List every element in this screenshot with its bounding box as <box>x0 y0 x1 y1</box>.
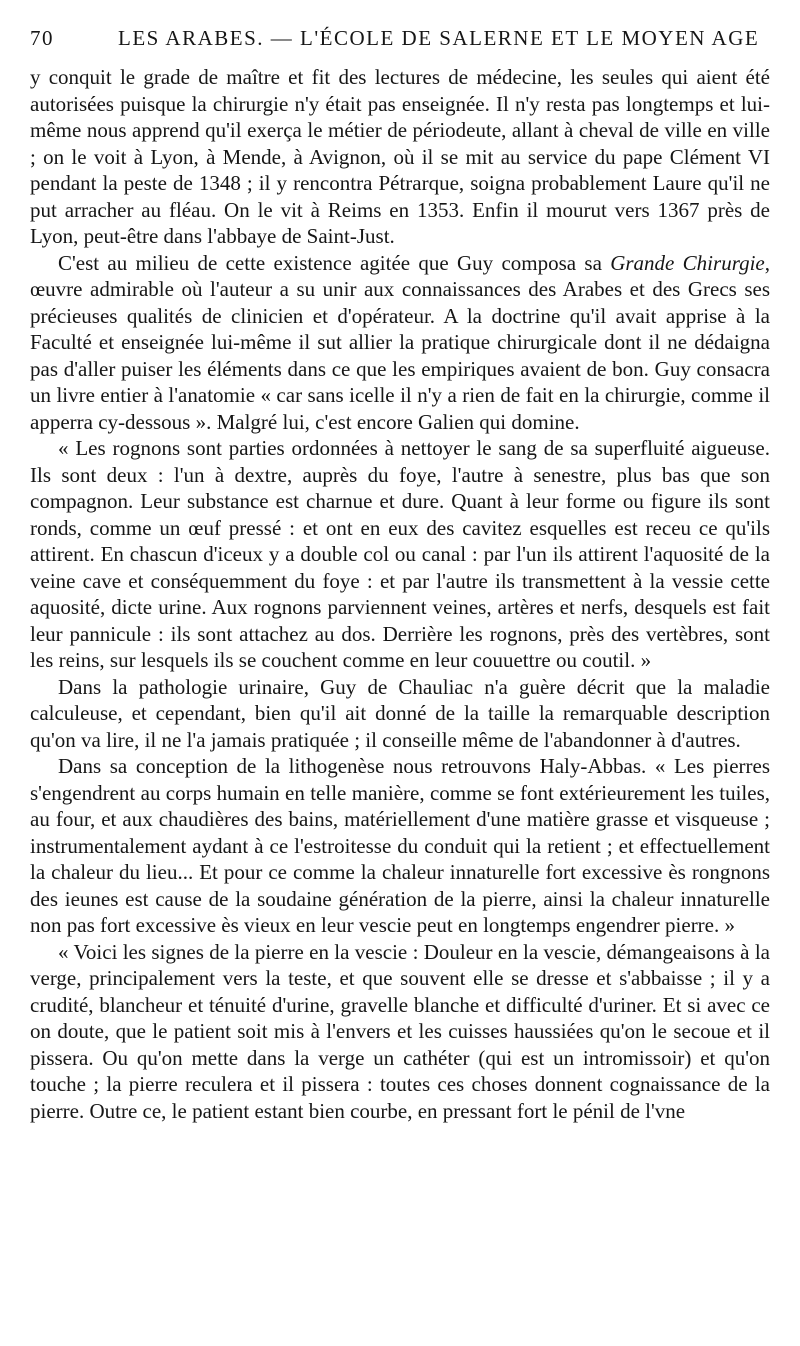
paragraph-5: Dans sa conception de la lithogenèse nous retrouvons Haly-Abbas. « Les pierres s'engendrent au corps humain en telle manière, comme se font extérieurement les tuiles, au four, et aux chaudières des bains, matériellement d'une matière grasse et visqueuse ; instrumentalement aydant à ce l'estroitesse du conduit qui la retient ; et effectuellement la chaleur du lieu... Et pour ce comme la chaleur innaturelle fort excessive ès rongnons des ieunes est cause de la soudaine génération de la pierre, ainsi la chaleur innaturelle non pas fort excessive ès vieux en leur vescie peut en longtemps engendrer pierre. » <box>30 754 770 937</box>
paragraph-2-text-after: , œuvre admirable où l'auteur a su unir aux connaissances des Arabes et des Grecs ses précieuses qualités de clinicien et d'opérateur. A la doctrine qu'il avait apprise à la Faculté et enseignée lui-même il sut allier la pratique chirurgicale dont il ne dédaigna pas d'aller puiser les éléments dans ce que les empiriques avaient de bon. Guy consacra un livre entier à l'anatomie « car sans icelle il n'y a rien de fait en la chirurgie, comme il apperra cy-dessous ». Malgré lui, c'est encore Galien qui domine. <box>30 250 770 434</box>
book-title-grande-chirurgie: Grande Chirurgie <box>610 250 765 275</box>
paragraph-2 <box>30 250 770 436</box>
paragraph-3-quote-rognons: « Les rognons sont parties ordonnées à nettoyer le sang de sa superfluité aigueuse. Ils sont deux : l'un à dextre, auprès du foye, l'autre à senestre, plus bas que son compagnon. Leur substance est charnue et dure. Quant à leur forme ou figure ils sont ronds, comme un œuf pressé : et ont en eux des cavitez esquelles est receu ce qu'ils attirent. En chascun d'iceux y a double col ou canal : par l'un ils attirent l'aquosité de la veine cave et conséquemment du foye : et par l'autre ils transmettent à la vessie cette aquosité, dicte urine. Aux rognons parviennent veines, artères et nerfs, desquels est fait leur pannicule : ils sont attachez au dos. Derrière les rognons, près des vertèbres, sont les reins, sur lesquels ils se couchent comme en leur couuettre ou coutil. » <box>30 436 770 672</box>
paragraph-6-quote-signes: « Voici les signes de la pierre en la vescie : Douleur en la vescie, démangeaisons à la verge, principalement vers la teste, et que souvent elle se dresse et s'abbaisse ; il y a crudité, blancheur et ténuité d'urine, gravelle blanche et difficulté d'uriner. Et si avec ce on doute, que le patient soit mis à l'envers et les cuisses haussiées qu'on le secoue et il pissera. Ou qu'on mette dans la verge un cathéter (qui est un intromissoir) et qu'on touche ; la pierre reculera et il pissera : toutes ces choses donnent cognaissance de la pierre. Outre ce, le patient estant bien courbe, en pressant fort le pénil de l'vne <box>30 939 770 1123</box>
running-title: LES ARABES. — L'ÉCOLE DE SALERNE ET LE MOYEN AGE <box>118 26 760 50</box>
paragraph-1: y conquit le grade de maître et fit des lectures de médecine, les seules qui aient été autorisées puisque la chirurgie n'y était pas enseignée. Il n'y resta pas longtemps et lui-même nous apprend qu'il exerça le métier de périodeute, allant à cheval de ville en ville ; on le voit à Lyon, à Mende, à Avignon, où il se mit au service du pape Clément VI pendant la peste de 1348 ; il y rencontra Pétrarque, soigna probablement Laure qu'il ne put arracher au fléau. On le vit à Reims en 1353. Enfin il mourut vers 1367 près de Lyon, peut-être dans l'abbaye de Saint-Just. <box>30 65 770 248</box>
page-body <box>30 64 770 1124</box>
paragraph-2-text-before: C'est au milieu de cette existence agitée que Guy composa sa <box>58 250 611 275</box>
paragraph-4: Dans la pathologie urinaire, Guy de Chauliac n'a guère décrit que la maladie calculeuse, et cependant, bien qu'il ait donné de la taille la remarquable description qu'on va lire, il ne l'a jamais pratiquée ; il conseille même de l'abandonner à d'autres. <box>30 674 770 752</box>
page-header <box>30 26 770 54</box>
page-number: 70 <box>30 26 54 50</box>
